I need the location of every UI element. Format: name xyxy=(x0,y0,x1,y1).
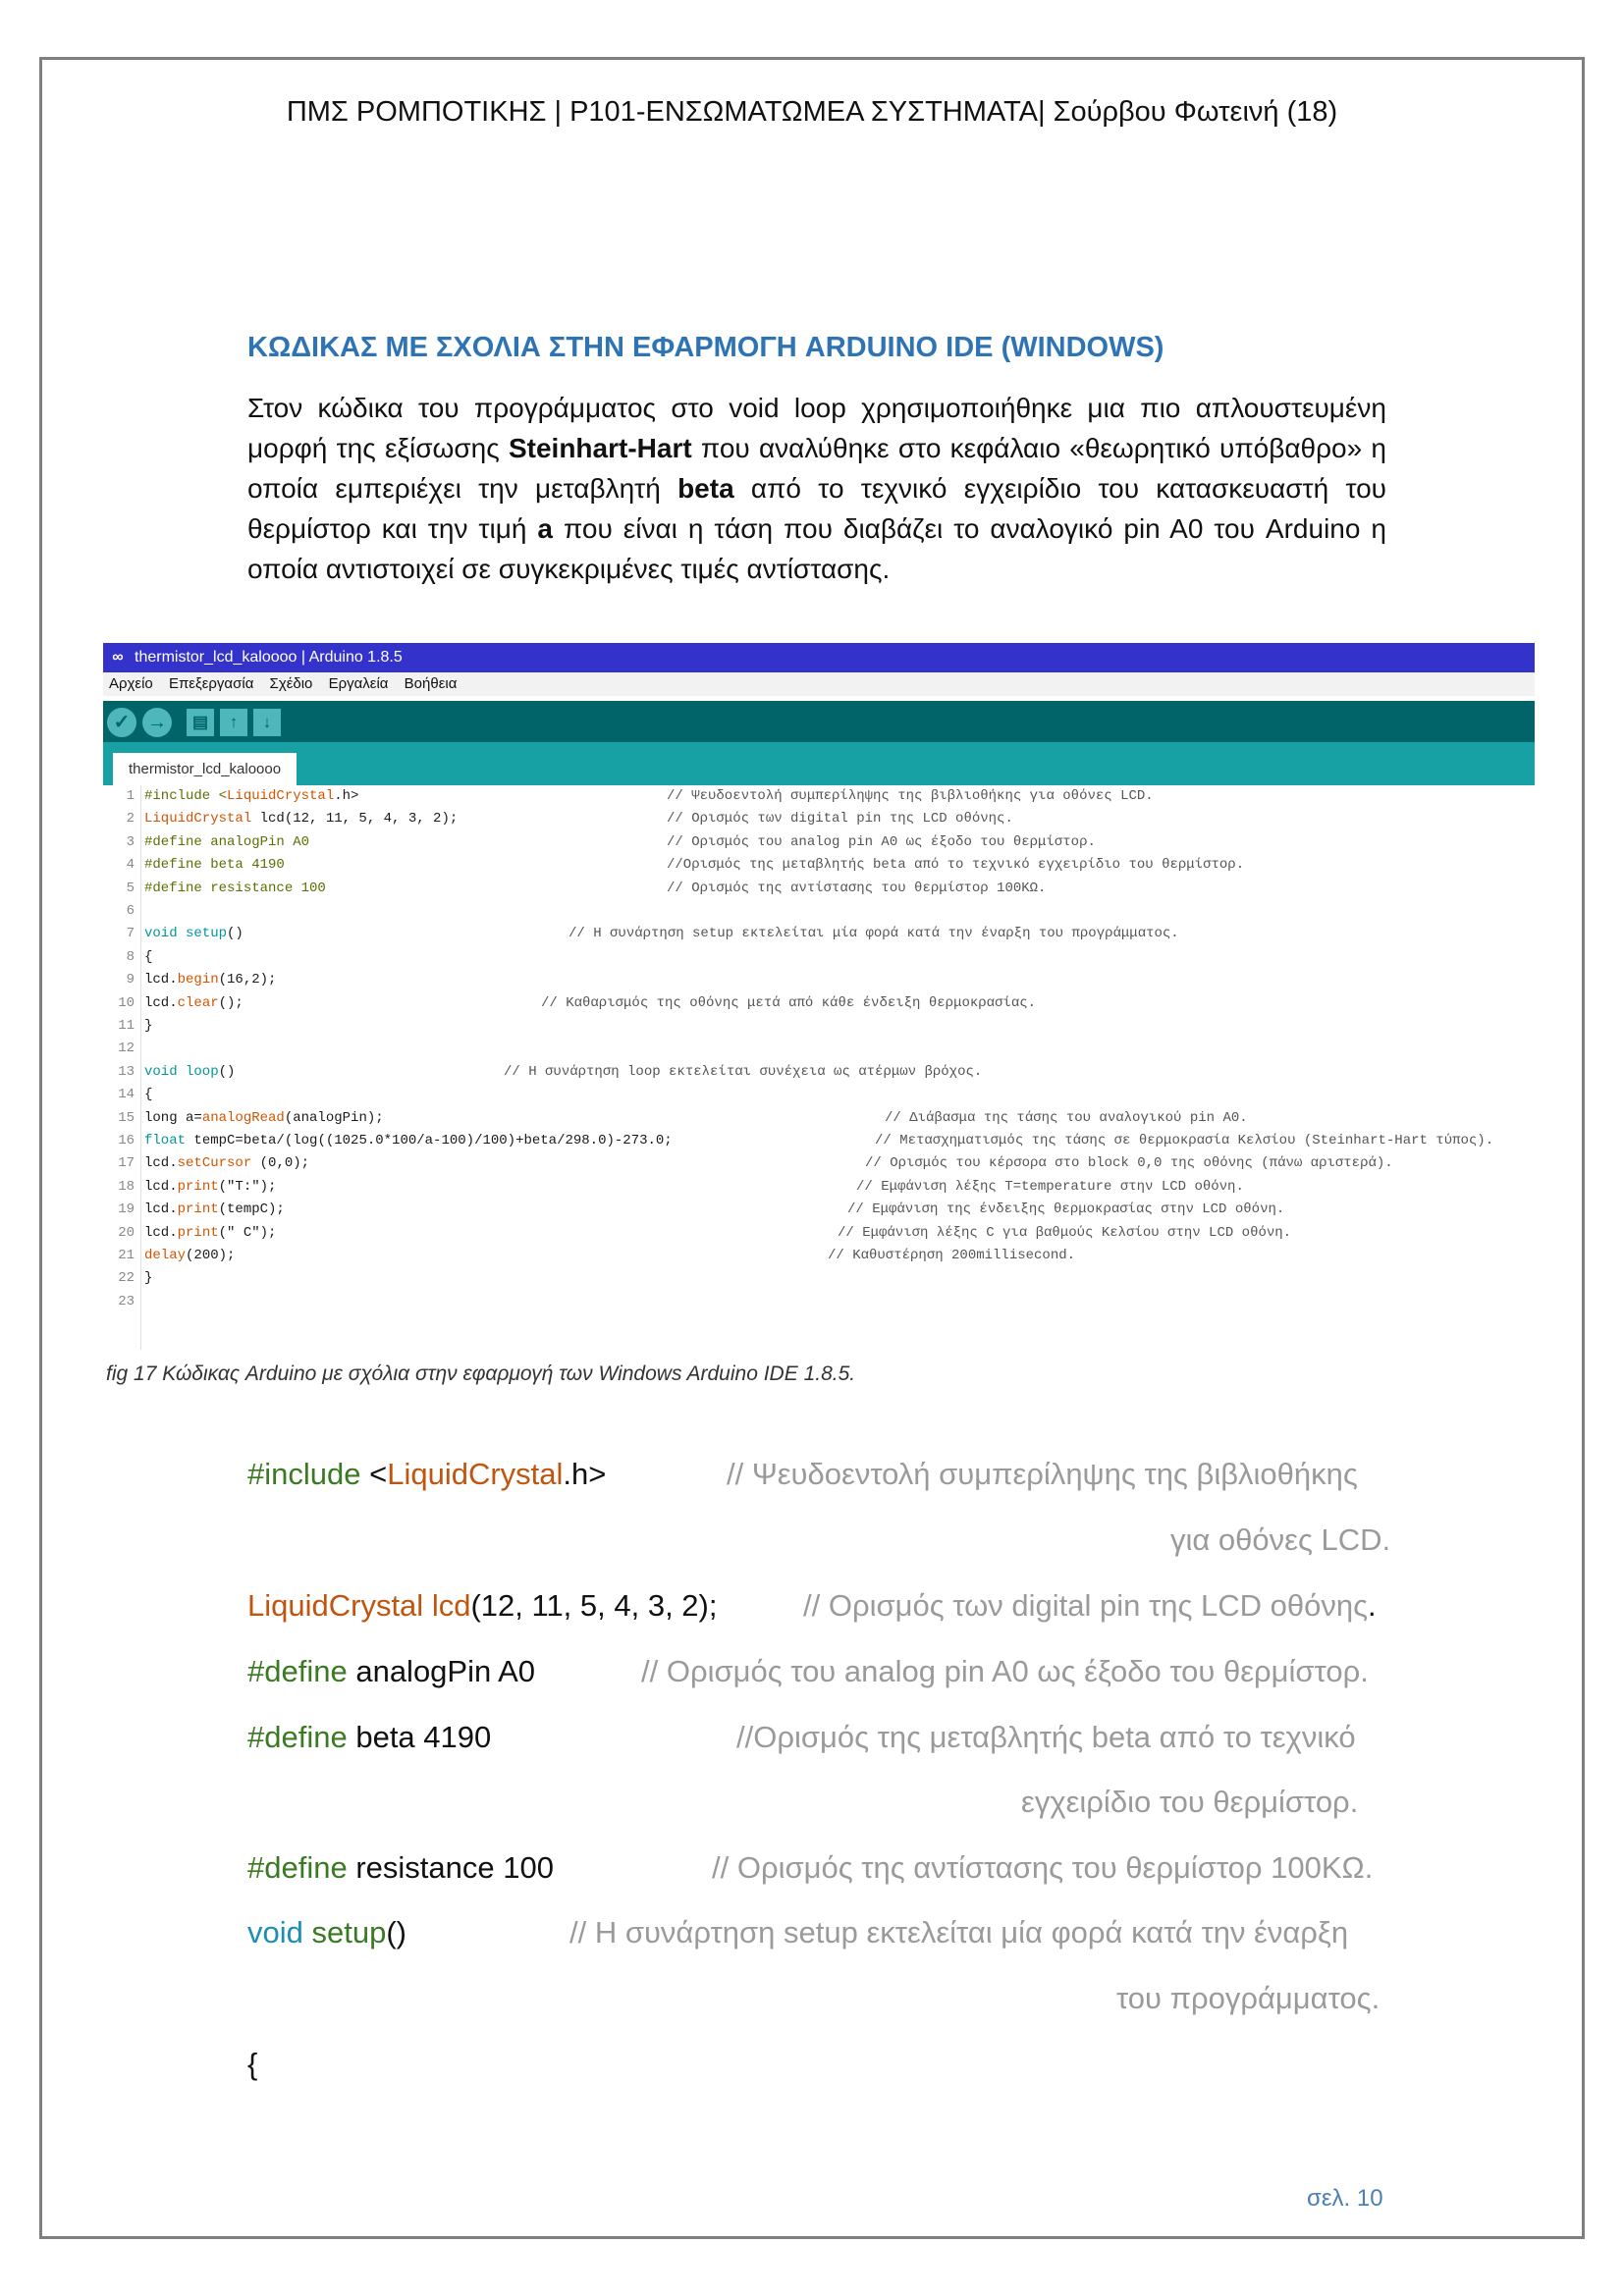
code-keyword: print xyxy=(177,1224,219,1241)
listing-open-brace: { xyxy=(247,2047,258,2081)
comment-define-resistance: // Ορισμός της αντίστασης του θερμίστορ 100ΚΩ. xyxy=(712,1850,1374,1885)
code-line xyxy=(103,1222,1535,1245)
ide-window-title: thermistor_lcd_kaloooo | Arduino 1.8.5 xyxy=(135,649,403,666)
code-comment: // Εμφάνιση λέξης T=temperature στην LCD οθόνη. xyxy=(856,1178,1244,1195)
code-keyword: LiquidCrystal xyxy=(227,788,335,804)
code-line xyxy=(103,1015,1535,1038)
code-text xyxy=(144,1015,152,1038)
listing-setup xyxy=(247,1915,406,1950)
code-post: (16,2); xyxy=(218,972,277,988)
code-line xyxy=(103,1061,1535,1084)
line-number: 14 xyxy=(118,1087,135,1103)
code-text xyxy=(144,1176,276,1199)
line-number: 21 xyxy=(118,1248,135,1263)
code-text xyxy=(144,946,152,969)
ide-titlebar xyxy=(103,643,1535,672)
code-keyword: float xyxy=(144,1133,187,1148)
line-number: 16 xyxy=(118,1133,135,1148)
code-comment: // Ορισμός του κέρσορα στο block 0,0 της οθόνης (πάνω αριστερά). xyxy=(865,1155,1393,1172)
code-keyword: clear xyxy=(177,994,219,1011)
code-text xyxy=(144,1061,235,1084)
setup-parens: () xyxy=(386,1915,406,1949)
ide-menubar xyxy=(103,672,1535,696)
code-text xyxy=(144,992,244,1015)
code-line xyxy=(103,1291,1535,1313)
line-number: 17 xyxy=(118,1155,135,1172)
line-number: 23 xyxy=(118,1293,135,1309)
code-comment: // Η συνάρτηση loop εκτελείται συνέχεια ως ατέρμων βρόχος. xyxy=(504,1063,983,1080)
code-line xyxy=(103,1176,1535,1199)
listing-define-analogpin xyxy=(247,1654,535,1689)
code-post: ("T:"); xyxy=(218,1178,277,1195)
verify-icon[interactable]: ✓ xyxy=(107,708,136,737)
code-post: () xyxy=(227,926,244,942)
define1-rest: analogPin A0 xyxy=(347,1654,536,1688)
line-number: 19 xyxy=(118,1201,135,1218)
code-comment: // Καθαρισμός της οθόνης μετά από κάθε ένδειξη θερμοκρασίας. xyxy=(541,994,1037,1011)
arduino-logo-icon: ∞ xyxy=(112,649,124,666)
code-line xyxy=(103,1245,1535,1267)
arduino-ide-screenshot xyxy=(103,643,1535,1350)
code-comment: // Μετασχηματισμός της τάσης σε θερμοκρασία Κελσίου (Steinhart-Hart τύπος). xyxy=(875,1133,1494,1148)
code-text xyxy=(144,1245,235,1267)
code-keyword: delay xyxy=(144,1248,187,1263)
intro-bold-1: Steinhart-Hart xyxy=(508,433,692,463)
sketch-tab[interactable]: thermistor_lcd_kaloooo xyxy=(113,753,297,785)
setup-name: setup xyxy=(302,1915,387,1949)
comment-define-beta-1: //Ορισμός της μεταβλητής beta από το τεχνικό xyxy=(736,1720,1356,1754)
intro-paragraph xyxy=(247,388,1386,589)
code-post: lcd(12, 11, 5, 4, 3, 2); xyxy=(251,811,459,828)
code-pre: #define resistance 100 xyxy=(144,880,326,896)
code-keyword: begin xyxy=(177,972,219,988)
code-comment: // Η συνάρτηση setup εκτελείται μία φορά κατά την έναρξη του προγράμματος. xyxy=(568,926,1179,942)
code-post: .h> xyxy=(334,788,359,804)
code-pre: #define beta 4190 xyxy=(144,857,285,874)
code-line xyxy=(103,923,1535,945)
code-post: () xyxy=(218,1063,236,1080)
page-number: σελ. 10 xyxy=(1307,2185,1383,2212)
comment-define-analogpin: // Ορισμός του analog pin A0 ως έξοδο του θερμίστορ. xyxy=(641,1654,1369,1688)
code-pre: #define analogPin A0 xyxy=(144,833,310,850)
code-keyword: analogRead xyxy=(201,1109,285,1126)
code-line xyxy=(103,1107,1535,1130)
open-icon[interactable]: ↑ xyxy=(220,709,247,736)
code-line xyxy=(103,808,1535,830)
new-icon[interactable]: ▤ xyxy=(187,709,214,736)
section-heading: ΚΩΔΙΚΑΣ ΜΕ ΣΧΟΛΙΑ ΣΤΗΝ ΕΦΑΡΜΟΓΗ ARDUINO IDE (WINDOWS) xyxy=(247,332,1164,363)
code-comment: // Καθυστέρηση 200millisecond. xyxy=(828,1248,1076,1263)
code-keyword: void loop xyxy=(144,1063,219,1080)
line-number: 7 xyxy=(126,926,135,942)
code-comment: //Ορισμός της μεταβλητής beta από το τεχνικό εγχειρίδιο του θερμίστορ. xyxy=(667,857,1245,874)
include-gt: .h> xyxy=(563,1457,607,1491)
listing-lcd xyxy=(247,1588,717,1624)
listing-define-resistance xyxy=(247,1850,554,1886)
code-line xyxy=(103,946,1535,969)
code-post: (200); xyxy=(186,1248,236,1263)
code-text xyxy=(144,808,458,830)
menu-sketch[interactable]: Σχέδιο xyxy=(269,675,313,692)
code-comment: // Ορισμός των digital pin της LCD οθόνης. xyxy=(667,811,1013,828)
line-number: 6 xyxy=(126,903,135,919)
line-number: 4 xyxy=(126,857,135,874)
comment-setup-2: του προγράμματος. xyxy=(1116,1981,1380,2015)
comment-include-1: // Ψευδοεντολή συμπερίληψης της βιβλιοθήκης xyxy=(727,1457,1358,1491)
menu-tools[interactable]: Εργαλεία xyxy=(328,675,389,692)
code-pre: lcd. xyxy=(144,994,178,1011)
code-text xyxy=(144,1222,276,1245)
menu-edit[interactable]: Επεξεργασία xyxy=(168,675,254,692)
line-number: 15 xyxy=(118,1109,135,1126)
kw-define-1: #define xyxy=(247,1654,348,1688)
comment-lcd xyxy=(803,1588,1377,1624)
code-line xyxy=(103,900,1535,923)
ide-toolbar xyxy=(103,701,1535,742)
code-pre: lcd. xyxy=(144,1155,178,1172)
comment-lcd-text: // Ορισμός των digital pin της LCD οθόνης xyxy=(803,1588,1369,1623)
page-header: ΠΜΣ ΡΟΜΠΟΤΙΚΗΣ | P101-ΕΝΣΩΜΑΤΩΜΕΑ ΣΥΣΤΗΜΑΤΑ| Σούρβου Φωτεινή (18) xyxy=(286,96,1338,128)
kw-define-2: #define xyxy=(247,1720,348,1754)
line-number: 22 xyxy=(118,1270,135,1287)
listing-define-beta xyxy=(247,1720,491,1755)
code-text xyxy=(144,923,244,945)
code-keyword: setCursor xyxy=(177,1155,252,1172)
line-number: 3 xyxy=(126,833,135,850)
code-pre: } xyxy=(144,1018,153,1034)
include-lib: LiquidCrystal xyxy=(387,1457,564,1491)
comment-include-2: για οθόνες LCD. xyxy=(1170,1522,1391,1557)
code-pre: lcd. xyxy=(144,1224,178,1241)
code-text xyxy=(144,1152,309,1175)
code-line xyxy=(103,1152,1535,1175)
intro-text-3: από το τεχνικό εγχειρίδιο του κατασκευαστή του θερμίστορ και την τιμή xyxy=(247,473,1386,544)
intro-bold-2: beta xyxy=(677,473,734,504)
code-pre: lcd. xyxy=(144,1201,178,1218)
code-pre: } xyxy=(144,1270,153,1287)
lcd-name: lcd xyxy=(431,1588,471,1623)
code-keyword: void setup xyxy=(144,926,228,942)
code-comment: // Εμφάνιση λέξης C για βαθμούς Κελσίου στην LCD οθόνη. xyxy=(838,1224,1292,1241)
comment-lcd-dot: . xyxy=(1368,1588,1377,1623)
kw-void: void xyxy=(247,1915,303,1949)
line-number: 10 xyxy=(118,994,135,1011)
lcd-space xyxy=(423,1588,432,1623)
code-post: (analogPin); xyxy=(284,1109,384,1126)
intro-bold-3: a xyxy=(537,513,553,544)
menu-file[interactable]: Αρχείο xyxy=(109,675,153,692)
code-post: (tempC); xyxy=(218,1201,285,1218)
code-line xyxy=(103,831,1535,854)
code-line xyxy=(103,969,1535,991)
comment-setup-1: // Η συνάρτηση setup εκτελείται μία φορά κατά την έναρξη xyxy=(569,1915,1349,1949)
intro-text-1: Στον κώδικα του προγράμματος στο void loop χρησιμοποιήθηκε μια πιο απλουστευμένη μορφή της εξίσωσης xyxy=(247,393,1386,463)
line-number: 9 xyxy=(126,972,135,988)
code-line xyxy=(103,992,1535,1015)
code-post: (0,0); xyxy=(251,1155,310,1172)
code-post: (" C"); xyxy=(218,1224,277,1241)
code-pre: { xyxy=(144,1087,153,1103)
code-line xyxy=(103,1130,1535,1152)
code-line xyxy=(103,1199,1535,1221)
line-number: 11 xyxy=(118,1018,135,1034)
line-number: 2 xyxy=(126,811,135,828)
upload-icon[interactable]: → xyxy=(142,708,172,737)
lcd-args: (12, 11, 5, 4, 3, 2); xyxy=(470,1588,718,1623)
code-comment: // Ορισμός του analog pin A0 ως έξοδο του θερμίστορ. xyxy=(667,833,1096,850)
code-text xyxy=(144,1267,152,1290)
code-editor[interactable] xyxy=(103,785,1535,1350)
line-number: 8 xyxy=(126,948,135,965)
code-text xyxy=(144,1199,285,1221)
code-pre: long a= xyxy=(144,1109,202,1126)
kw-include: #include xyxy=(247,1457,361,1491)
code-post: tempC=beta/(log((1025.0*100/a-100)/100)+beta/298.0)-273.0; xyxy=(186,1133,673,1148)
kw-define-3: #define xyxy=(247,1850,348,1885)
line-number: 13 xyxy=(118,1063,135,1080)
code-line xyxy=(103,1038,1535,1060)
line-number: 12 xyxy=(118,1041,135,1057)
code-post: (); xyxy=(218,994,244,1011)
listing-include xyxy=(247,1457,606,1492)
code-line xyxy=(103,785,1535,808)
comment-define-beta-2: εγχειρίδιο του θερμίστορ. xyxy=(1021,1785,1359,1819)
code-comment: // Εμφάνιση της ένδειξης θερμοκρασίας στην LCD οθόνη. xyxy=(847,1201,1285,1218)
code-text xyxy=(144,831,309,854)
figure-caption: fig 17 Κώδικας Arduino με σχόλια στην εφαρμογή των Windows Arduino IDE 1.8.5. xyxy=(106,1362,856,1385)
code-keyword: LiquidCrystal xyxy=(144,811,252,828)
line-number: 20 xyxy=(118,1224,135,1241)
lcd-type: LiquidCrystal xyxy=(247,1588,424,1623)
code-keyword: print xyxy=(177,1201,219,1218)
code-text xyxy=(144,785,358,808)
code-text xyxy=(144,1107,384,1130)
code-text xyxy=(144,854,285,877)
include-lt: < xyxy=(360,1457,388,1491)
intro-text-4: που είναι η τάση που διαβάζει το αναλογικό pin A0 του Arduino η οποία αντιστοιχεί σε συγκεκριμένες τιμές αντίστασης. xyxy=(247,513,1386,584)
code-text xyxy=(144,1084,152,1106)
save-icon[interactable]: ↓ xyxy=(253,709,281,736)
define2-rest: beta 4190 xyxy=(347,1720,492,1754)
line-number: 5 xyxy=(126,880,135,896)
code-line xyxy=(103,878,1535,900)
line-number: 18 xyxy=(118,1178,135,1195)
code-line xyxy=(103,1084,1535,1106)
code-line xyxy=(103,854,1535,877)
define3-rest: resistance 100 xyxy=(347,1850,554,1885)
code-text xyxy=(144,969,276,991)
code-comment: // Διάβασμα της τάσης του αναλογικού pin A0. xyxy=(885,1109,1248,1126)
code-comment: // Ορισμός της αντίστασης του θερμίστορ 100ΚΩ. xyxy=(667,880,1047,896)
code-pre: { xyxy=(144,948,153,965)
line-number: 1 xyxy=(126,788,135,804)
code-line xyxy=(103,1267,1535,1290)
code-pre: lcd. xyxy=(144,972,178,988)
code-text xyxy=(144,878,326,900)
intro-text-2: που αναλύθηκε στο κεφάλαιο «θεωρητικό υπόβαθρο» η οποία εμπεριέχει την μεταβλητή xyxy=(247,433,1386,504)
ide-tabbar xyxy=(103,742,1535,785)
code-keyword: print xyxy=(177,1178,219,1195)
menu-help[interactable]: Βοήθεια xyxy=(404,675,458,692)
code-pre: lcd. xyxy=(144,1178,178,1195)
code-text xyxy=(144,1130,673,1152)
code-pre: #include < xyxy=(144,788,228,804)
code-comment: // Ψευδοεντολή συμπερίληψης της βιβλιοθήκης για οθόνες LCD. xyxy=(667,788,1154,804)
